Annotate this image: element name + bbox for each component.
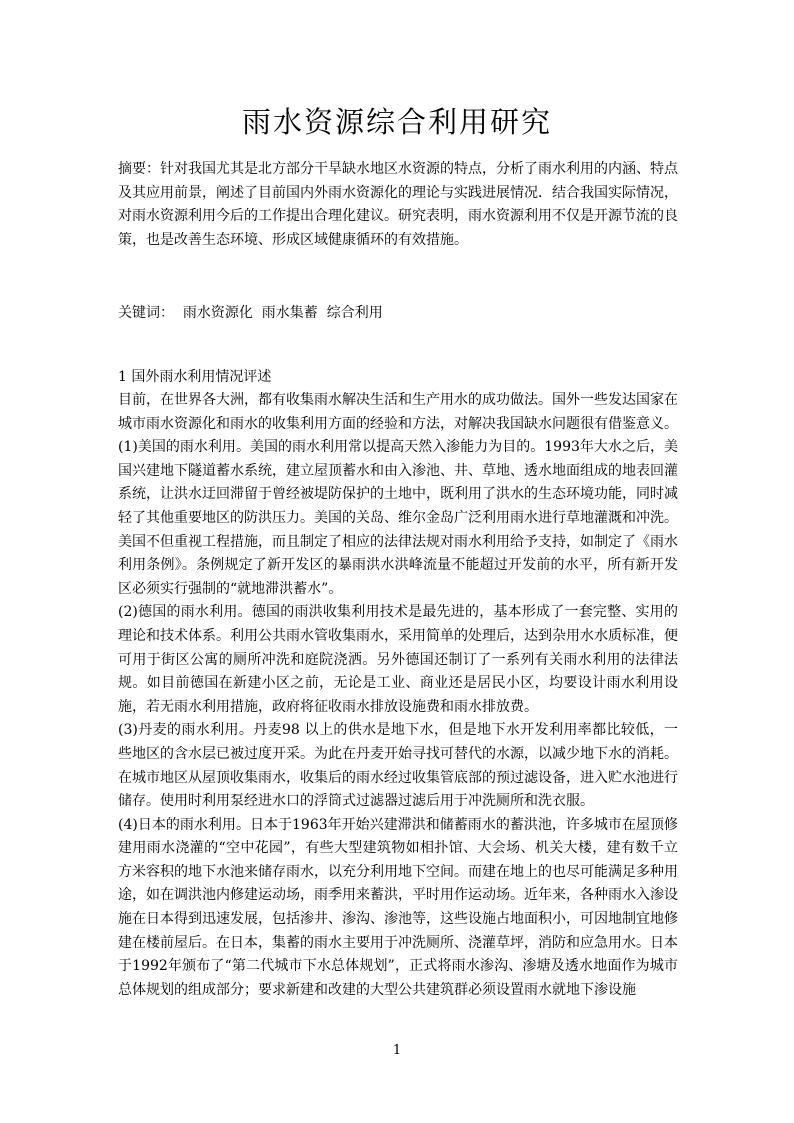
section-heading: 1 国外雨水利用情况评述 bbox=[118, 369, 272, 385]
body-text: 目前，在世界各大洲，都有收集雨水解决生活和生产用水的成功做法。国外一些发达国家在城市雨水资源化和雨水的收集利用方面的经验和方法，对解决我国缺水问题很有借鉴意义。(1)美国的雨水利用。美国的雨水利用常以提高天然入渗能力为目的。1993年大水之后，美国兴建地下隧道蓄水系统，建立屋顶蓄水和由入渗池、井、草地、透水地面组成的地表回灌系统，让洪水迂回滞留于曾经被堤防保护的土地中，既利用了洪水的生态环境功能，同时减轻了其他重要地区的防洪压力。美国的关岛、维尔金岛广泛利用雨水进行草地灌溉和冲洗。美国不但重视工程措施，而且制定了相应的法律法规对雨水利用给予支持，如制定了《雨水利用条例》。条例规定了新开发区的暴雨洪水洪峰流量不能超过开发前的水平，所有新开发区必须实行强制的“就地滞洪蓄水”。 (2)德国的雨水利用。德国的雨洪收集利用技术是最先进的，基本形成了一套完整、实用的理论和技术体系。利用公共雨水管收集雨水，采用简单的处理后，达到杂用水水质标准，便可用于街区公寓的厕所冲洗和庭院浇洒。另外德国还制订了一系列有关雨水利用的法律法规。如目前德国在新建小区之前，无论是工业、商业还是居民小区，均要设计雨水利用设施，若无雨水利用措施，政府将征收雨水排放设施费和雨水排放费。 (3)丹麦的雨水利用。丹麦98 以上的供水是地下水，但是地下水开发利用率都比较低，一些地区的含水层已被过度开采。为此在丹麦开始寻找可替代的水源，以减少地下水的消耗。在城市地区从屋顶收集雨水，收集后的雨水经过收集管底部的预过滤设备，进入贮水池进行储存。使用时利用泵经进水口的浮筒式过滤器过滤后用于冲洗厕所和洗衣服。 (4)日本的雨水利用。日本于1963年开始兴建滞洪和储蓄雨水的蓄洪池，许多城市在屋顶修建用雨水浇灌的“空中花园”，有些大型建筑物如相扑馆、大会场、机关大楼，建有数千立方米容积的地下水池来储存雨水，以充分利用地下空间。而建在地上的也尽可能满足多种用途，如在调洪池内修建运动场，雨季用来蓄洪，平时用作运动场。近年来，各种雨水入渗设施在日本得到迅速发展，包括渗井、渗沟、渗池等，这些设施占地面积小，可因地制宜地修建在楼前屋后。在日本，集蓄的雨水主要用于冲洗厕所、浇灌草坪，消防和应急用水。日本于1992年颁布了“第二代城市下水总体规划”，正式将雨水渗沟、渗塘及透水地面作为城市总体规划的组成部分；要求新建和改建的大型公共建筑群必须设置雨水就地下渗设施 bbox=[118, 392, 678, 998]
abstract-paragraph: 摘要：针对我国尤其是北方部分干旱缺水地区水资源的特点，分析了雨水利用的内涵、特点及其应用前景，阐述了目前国内外雨水资源化的理论与实践进展情况．结合我国实际情况，对雨水资源利用今后的工作提出合理化建议。研究表明，雨水资源利用不仅是开源节流的良策，也是改善生态环境、形成区域健康循环的有效措施。 bbox=[118, 161, 678, 248]
document-title: 雨水资源综合利用研究 bbox=[241, 105, 552, 139]
page-number: 1 bbox=[392, 1043, 402, 1058]
keywords-line: 关键词： 雨水资源化 雨水集蓄 综合利用 bbox=[118, 305, 383, 321]
